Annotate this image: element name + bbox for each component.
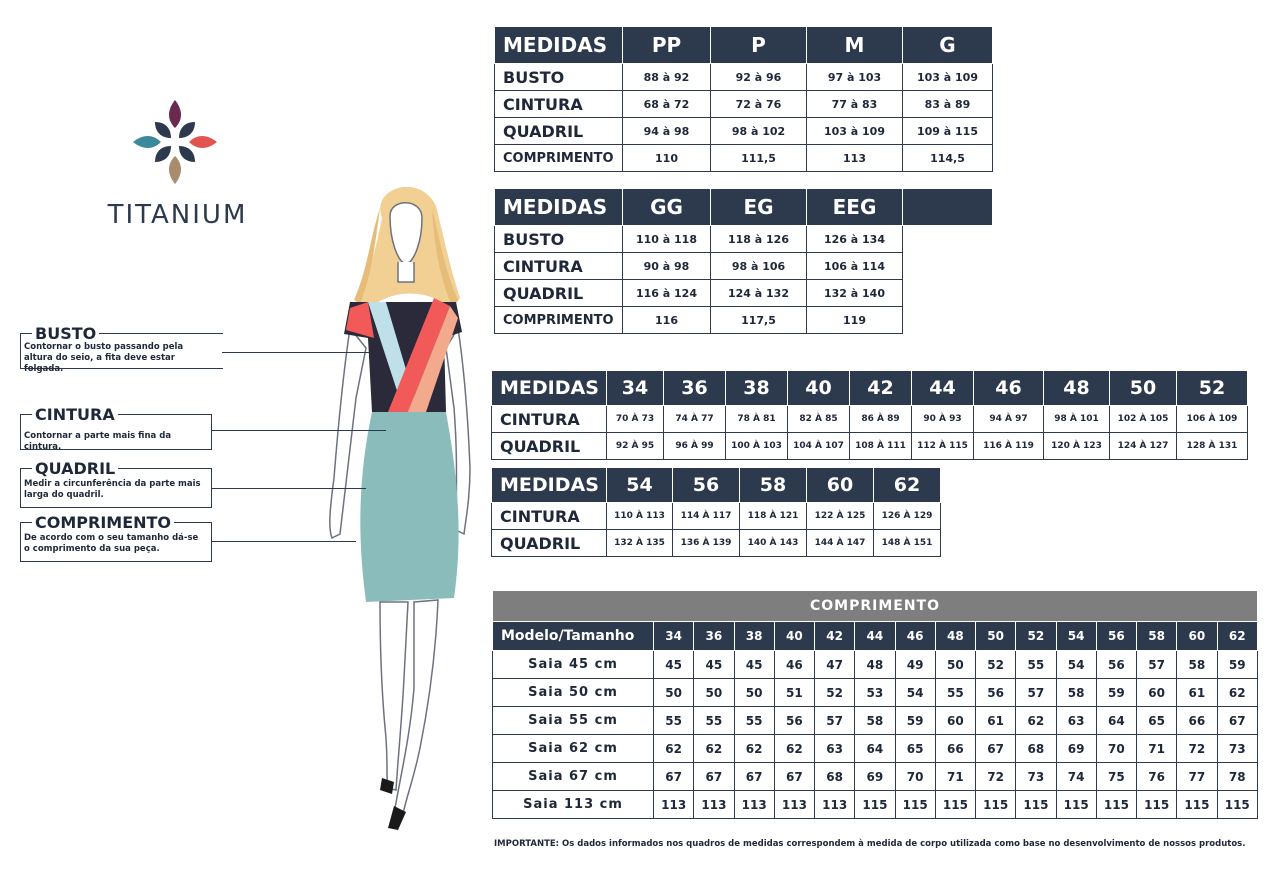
table-header-cell: PP [623, 27, 711, 64]
table-cell: 67 [734, 763, 774, 791]
table-header-cell: 36 [664, 371, 726, 406]
blank-cell [903, 307, 993, 334]
table-cell: 71 [935, 763, 975, 791]
table-cell: 59 [1096, 679, 1136, 707]
table-cell: 68 [815, 763, 855, 791]
table-cell: 55 [1016, 651, 1056, 679]
table-cell: 73 [1217, 735, 1257, 763]
table-cell: 118 à 126 [711, 226, 807, 253]
callout-cintura-title: CINTURA [32, 405, 118, 424]
table-header-cell: 48 [1044, 371, 1110, 406]
table-header-cell: EEG [807, 189, 903, 226]
callout-cintura-leader [211, 430, 386, 431]
callout-busto-text: Contornar o busto passando pela altura do seio, a fita deve estar folgada. [24, 342, 184, 374]
blank-cell [903, 253, 993, 280]
table-header-cell: Modelo/Tamanho [493, 622, 654, 651]
letter-size-table-2 [494, 188, 993, 334]
table-cell: 72 [976, 763, 1016, 791]
table-row [493, 791, 1258, 819]
table-cell: 120 À 123 [1044, 433, 1110, 460]
table-row [495, 307, 993, 334]
row-label: Saia 62 cm [493, 735, 654, 763]
table-cell: 115 [935, 791, 975, 819]
table-cell: 46 [774, 651, 814, 679]
table-cell: 117,5 [711, 307, 807, 334]
table-row [493, 707, 1258, 735]
table-cell: 59 [895, 707, 935, 735]
numeric-size-table-2 [491, 467, 941, 557]
table-cell: 54 [895, 679, 935, 707]
table-cell: 103 à 109 [903, 64, 993, 91]
table-cell: 115 [1137, 791, 1177, 819]
table-header-cell: 44 [855, 622, 895, 651]
table-cell: 67 [1217, 707, 1257, 735]
table-cell: 71 [1137, 735, 1177, 763]
table-row [495, 64, 993, 91]
blank-cell [903, 280, 993, 307]
table-cell: 55 [694, 707, 734, 735]
table-cell: 50 [734, 679, 774, 707]
table-row [493, 651, 1258, 679]
table-header-cell: M [807, 27, 903, 64]
table-header-cell: 46 [895, 622, 935, 651]
table-cell: 126 À 129 [874, 503, 941, 530]
table-cell: 75 [1096, 763, 1136, 791]
table-cell: 49 [895, 651, 935, 679]
table-header-cell: 50 [976, 622, 1016, 651]
row-label: QUADRIL [495, 280, 623, 307]
table-header-cell: 54 [1056, 622, 1096, 651]
table-header-row [495, 189, 993, 226]
logo-petal-right [189, 136, 217, 148]
logo-petal-left [133, 136, 161, 148]
table-cell: 126 à 134 [807, 226, 903, 253]
table-header-cell: 40 [788, 371, 850, 406]
callout-comprimento-leader [211, 541, 356, 542]
table-header-cell: 52 [1016, 622, 1056, 651]
table-cell: 63 [1056, 707, 1096, 735]
table-cell: 55 [654, 707, 694, 735]
table-cell: 113 [694, 791, 734, 819]
table-cell: 115 [895, 791, 935, 819]
table-cell: 62 [694, 735, 734, 763]
table-cell: 100 À 103 [726, 433, 788, 460]
table-cell: 112 À 115 [912, 433, 974, 460]
table-header-cell: 40 [774, 622, 814, 651]
table-cell: 67 [694, 763, 734, 791]
table-header-cell: 62 [1217, 622, 1257, 651]
table-cell: 115 [976, 791, 1016, 819]
table-cell: 144 À 147 [807, 530, 874, 557]
table-cell: 63 [815, 735, 855, 763]
brand-logo [125, 96, 225, 188]
table-row [495, 253, 993, 280]
table-cell: 56 [1096, 651, 1136, 679]
blank-cell [903, 226, 993, 253]
table-cell: 50 [935, 651, 975, 679]
table-header-cell: 34 [607, 371, 664, 406]
table-header-row [495, 27, 993, 64]
table-row [495, 91, 993, 118]
table-cell: 78 À 81 [726, 406, 788, 433]
row-label: CINTURA [495, 91, 623, 118]
row-label: COMPRIMENTO [495, 307, 623, 334]
row-label: BUSTO [495, 64, 623, 91]
table-cell: 55 [734, 707, 774, 735]
table-cell: 69 [855, 763, 895, 791]
table-cell: 104 À 107 [788, 433, 850, 460]
table-cell: 62 [774, 735, 814, 763]
table-cell: 113 [774, 791, 814, 819]
table-cell: 122 À 125 [807, 503, 874, 530]
table-header-cell: 58 [1137, 622, 1177, 651]
table-cell: 52 [815, 679, 855, 707]
table-cell: 70 [1096, 735, 1136, 763]
table-cell: 78 [1217, 763, 1257, 791]
table-cell: 74 À 77 [664, 406, 726, 433]
table-row [492, 503, 941, 530]
table-cell: 103 à 109 [807, 118, 903, 145]
table-title: COMPRIMENTO [493, 591, 1258, 622]
table-row [495, 280, 993, 307]
table-cell: 96 À 99 [664, 433, 726, 460]
table-cell: 109 à 115 [903, 118, 993, 145]
table-cell: 73 [1016, 763, 1056, 791]
table-cell: 66 [1177, 707, 1217, 735]
table-cell: 56 [976, 679, 1016, 707]
table-cell: 55 [935, 679, 975, 707]
table-row [495, 145, 993, 172]
row-label: Saia 50 cm [493, 679, 654, 707]
table-cell: 92 à 96 [711, 64, 807, 91]
logo-petal-bottom [169, 156, 181, 184]
row-label: Saia 67 cm [493, 763, 654, 791]
table-header-row [493, 622, 1258, 651]
table-cell: 62 [734, 735, 774, 763]
table-header-cell: 42 [815, 622, 855, 651]
table-cell: 86 À 89 [850, 406, 912, 433]
table-cell: 88 à 92 [623, 64, 711, 91]
table-cell: 82 À 85 [788, 406, 850, 433]
table-header-cell: 48 [935, 622, 975, 651]
table-cell: 124 à 132 [711, 280, 807, 307]
row-label: QUADRIL [495, 118, 623, 145]
logo-petal-top [169, 100, 181, 128]
table-cell: 76 [1137, 763, 1177, 791]
callout-cintura-text: Contornar a parte mais fina da cintura. [24, 431, 172, 452]
table-header-cell: 50 [1110, 371, 1177, 406]
table-cell: 110 À 113 [607, 503, 673, 530]
callout-comprimento-text: De acordo com o seu tamanho dá-se o comprimento da sua peça. [24, 533, 199, 554]
table-header-cell: EG [711, 189, 807, 226]
table-cell: 113 [815, 791, 855, 819]
table-cell: 77 [1177, 763, 1217, 791]
table-cell: 70 [895, 763, 935, 791]
table-cell: 92 À 95 [607, 433, 664, 460]
table-cell: 72 à 76 [711, 91, 807, 118]
table-cell: 54 [1056, 651, 1096, 679]
table-header-cell: 52 [1177, 371, 1248, 406]
numeric-size-table-1 [491, 370, 1248, 460]
table-cell: 51 [774, 679, 814, 707]
table-header-row [492, 468, 941, 503]
table-row [493, 763, 1258, 791]
table-cell: 115 [1177, 791, 1217, 819]
table-cell: 62 [1016, 707, 1056, 735]
table-cell: 83 à 89 [903, 91, 993, 118]
table-cell: 115 [1217, 791, 1257, 819]
table-cell: 136 À 139 [673, 530, 740, 557]
table-cell: 58 [1177, 651, 1217, 679]
table-cell: 65 [1137, 707, 1177, 735]
table-cell: 52 [976, 651, 1016, 679]
table-cell: 114,5 [903, 145, 993, 172]
table-cell: 57 [1016, 679, 1056, 707]
table-cell: 110 [623, 145, 711, 172]
table-cell: 98 à 102 [711, 118, 807, 145]
row-label: CINTURA [492, 503, 607, 530]
table-row [493, 735, 1258, 763]
table-header-cell: G [903, 27, 993, 64]
table-header-cell: 38 [726, 371, 788, 406]
table-cell: 45 [734, 651, 774, 679]
table-cell: 115 [855, 791, 895, 819]
table-cell: 58 [855, 707, 895, 735]
row-label: Saia 45 cm [493, 651, 654, 679]
table-cell: 115 [1096, 791, 1136, 819]
table-cell: 67 [654, 763, 694, 791]
table-cell: 67 [774, 763, 814, 791]
table-title-row [493, 591, 1258, 622]
table-cell: 102 À 105 [1110, 406, 1177, 433]
table-cell: 64 [1096, 707, 1136, 735]
skirt-length-table [492, 590, 1258, 819]
table-cell: 115 [1016, 791, 1056, 819]
row-label: CINTURA [495, 253, 623, 280]
table-header-cell: GG [623, 189, 711, 226]
table-cell: 45 [694, 651, 734, 679]
row-label: BUSTO [495, 226, 623, 253]
table-cell: 61 [1177, 679, 1217, 707]
table-header-cell: MEDIDAS [495, 189, 623, 226]
table-cell: 115 [1056, 791, 1096, 819]
table-cell: 56 [774, 707, 814, 735]
table-cell: 106 À 109 [1177, 406, 1248, 433]
table-cell: 128 À 131 [1177, 433, 1248, 460]
callout-quadril-text: Medir a circunferência da parte mais larga do quadril. [24, 479, 201, 500]
table-cell: 67 [976, 735, 1016, 763]
table-cell: 74 [1056, 763, 1096, 791]
table-header-cell: 46 [974, 371, 1044, 406]
table-row [493, 679, 1258, 707]
table-cell: 65 [895, 735, 935, 763]
table-header-cell: MEDIDAS [492, 371, 607, 406]
logo-petal-bl [155, 146, 171, 162]
table-header-cell: 62 [874, 468, 941, 503]
table-cell: 118 À 121 [740, 503, 807, 530]
table-header-cell: 34 [654, 622, 694, 651]
logo-petal-tl [155, 122, 171, 138]
table-cell: 57 [815, 707, 855, 735]
table-cell: 50 [654, 679, 694, 707]
table-cell: 113 [654, 791, 694, 819]
table-cell: 119 [807, 307, 903, 334]
table-row [495, 226, 993, 253]
table-row [495, 118, 993, 145]
table-cell: 106 à 114 [807, 253, 903, 280]
table-header-cell: 44 [912, 371, 974, 406]
table-header-cell: P [711, 27, 807, 64]
table-header-cell: 54 [607, 468, 673, 503]
table-cell: 62 [1217, 679, 1257, 707]
table-cell: 140 À 143 [740, 530, 807, 557]
table-cell: 132 à 140 [807, 280, 903, 307]
letter-size-table-1 [494, 26, 993, 172]
table-cell: 60 [1137, 679, 1177, 707]
table-cell: 113 [734, 791, 774, 819]
table-cell: 116 À 119 [974, 433, 1044, 460]
table-row [492, 433, 1248, 460]
logo-petal-br [179, 146, 195, 162]
table-header-cell: 38 [734, 622, 774, 651]
brand-name: TITANIUM [107, 200, 248, 230]
table-cell: 61 [976, 707, 1016, 735]
table-row [492, 406, 1248, 433]
table-header-cell: 56 [1096, 622, 1136, 651]
row-label: Saia 113 cm [493, 791, 654, 819]
model-figure [310, 178, 490, 838]
table-header-cell: 56 [673, 468, 740, 503]
table-cell: 57 [1137, 651, 1177, 679]
row-label: CINTURA [492, 406, 607, 433]
table-cell: 116 [623, 307, 711, 334]
table-cell: 98 à 106 [711, 253, 807, 280]
table-cell: 108 À 111 [850, 433, 912, 460]
table-cell: 62 [654, 735, 694, 763]
row-label: Saia 55 cm [493, 707, 654, 735]
table-header-cell: 60 [807, 468, 874, 503]
table-cell: 69 [1056, 735, 1096, 763]
table-header-cell: 42 [850, 371, 912, 406]
table-cell: 64 [855, 735, 895, 763]
table-cell: 113 [807, 145, 903, 172]
table-cell: 72 [1177, 735, 1217, 763]
row-label: COMPRIMENTO [495, 145, 623, 172]
callout-busto-title: BUSTO [32, 324, 99, 343]
table-cell: 53 [855, 679, 895, 707]
callout-quadril-leader [211, 488, 366, 489]
table-cell: 94 À 97 [974, 406, 1044, 433]
table-cell: 98 À 101 [1044, 406, 1110, 433]
row-label: QUADRIL [492, 530, 607, 557]
table-header-cell: MEDIDAS [492, 468, 607, 503]
table-cell: 68 à 72 [623, 91, 711, 118]
footnote: IMPORTANTE: Os dados informados nos quadros de medidas correspondem à medida de corpo utilizada como base no desenvolvimento de nossos produtos. [494, 839, 1246, 849]
table-header-cell: 36 [694, 622, 734, 651]
callout-quadril-title: QUADRIL [32, 459, 118, 478]
callout-busto-leader [222, 352, 370, 353]
table-cell: 124 À 127 [1110, 433, 1177, 460]
table-cell: 45 [654, 651, 694, 679]
table-header-row [492, 371, 1248, 406]
table-header-filler [903, 189, 993, 226]
table-row [492, 530, 941, 557]
table-cell: 90 À 93 [912, 406, 974, 433]
table-cell: 97 à 103 [807, 64, 903, 91]
table-header-cell: 58 [740, 468, 807, 503]
table-cell: 94 à 98 [623, 118, 711, 145]
callout-comprimento-title: COMPRIMENTO [32, 513, 174, 532]
table-cell: 68 [1016, 735, 1056, 763]
table-cell: 90 à 98 [623, 253, 711, 280]
table-header-cell: MEDIDAS [495, 27, 623, 64]
table-cell: 58 [1056, 679, 1096, 707]
table-header-cell: 60 [1177, 622, 1217, 651]
table-cell: 114 À 117 [673, 503, 740, 530]
row-label: QUADRIL [492, 433, 607, 460]
table-cell: 70 À 73 [607, 406, 664, 433]
table-cell: 60 [935, 707, 975, 735]
table-cell: 47 [815, 651, 855, 679]
table-cell: 148 À 151 [874, 530, 941, 557]
table-cell: 132 À 135 [607, 530, 673, 557]
table-cell: 48 [855, 651, 895, 679]
table-cell: 116 à 124 [623, 280, 711, 307]
table-cell: 66 [935, 735, 975, 763]
logo-petal-tr [179, 122, 195, 138]
table-cell: 77 à 83 [807, 91, 903, 118]
table-cell: 50 [694, 679, 734, 707]
table-cell: 110 à 118 [623, 226, 711, 253]
table-cell: 111,5 [711, 145, 807, 172]
table-cell: 59 [1217, 651, 1257, 679]
